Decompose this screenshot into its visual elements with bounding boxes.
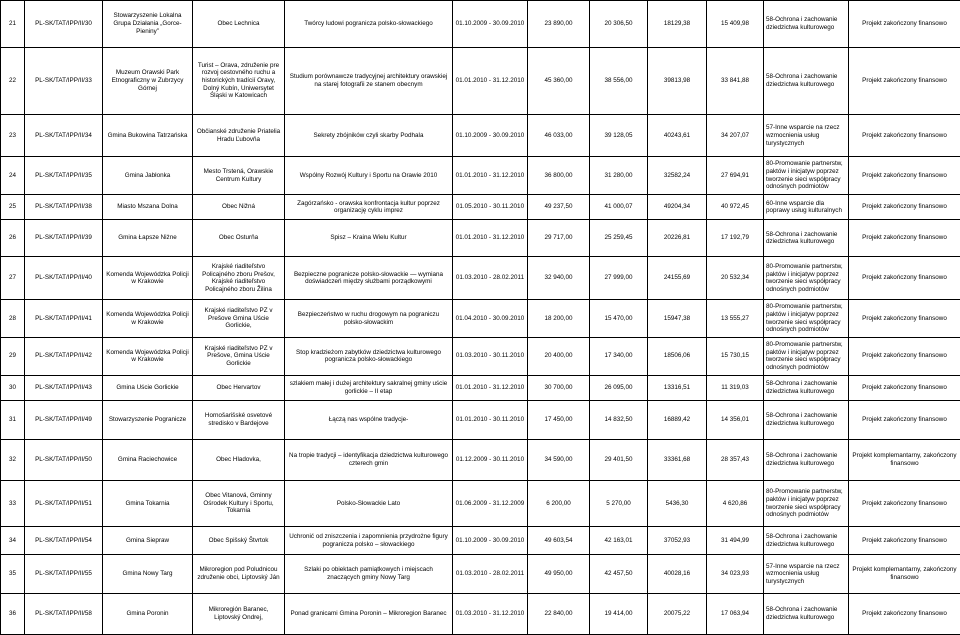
priority-category: 57-Inne wsparcie na rzecz wzmocnienia usług turystycznych xyxy=(764,115,849,157)
partner: Mikroregión Baranec, Liptovský Ondrej, xyxy=(193,593,285,634)
row-number: 25 xyxy=(1,194,25,219)
partner: Krajské riaditeľstvo PZ v Prešove, Gmina Uście Gorlickie xyxy=(193,337,285,375)
efrr-value: 29 401,50 xyxy=(590,439,648,480)
project-status: Projekt zakończony finansowo xyxy=(849,337,960,375)
efrr-value: 20 306,50 xyxy=(590,1,648,48)
project-title: Ponad granicami Gmina Poronin – Mikroregion Baranec xyxy=(285,593,453,634)
eur-value: 37052,93 xyxy=(648,527,707,555)
efrr-value: 26 095,00 xyxy=(590,375,648,400)
period: 01.03.2010 - 30.11.2010 xyxy=(453,337,528,375)
partner: Krajské riaditeľstvo Policajného zboru Prešov, Krajské riaditeľstvo Policajného zboru Žilina xyxy=(193,256,285,299)
efrr-value: 25 259,45 xyxy=(590,220,648,257)
priority-category: 80-Promowanie partnerstw, paktów i inicjatyw poprzez tworzenie sieci współpracy odnośnych podmiotów xyxy=(764,337,849,375)
project-status: Projekt zakończony finansowo xyxy=(849,593,960,634)
table-row xyxy=(1,194,960,219)
project-status: Projekt zakończony finansowo xyxy=(849,115,960,157)
row-number: 28 xyxy=(1,300,25,338)
total-value: 29 717,00 xyxy=(528,220,590,257)
lead-partner: Gmina Raciechowice xyxy=(103,439,193,480)
project-title: Zagórzańsko - orawska konfrontacja kultur poprzez organizację cyklu imprez xyxy=(285,194,453,219)
partner: Mikroregion pod Poludnicou združenie obci, Liptovský Ján xyxy=(193,555,285,594)
priority-category: 58-Ochrona i zachowanie dziedzictwa kulturowego xyxy=(764,593,849,634)
eur-value: 49204,34 xyxy=(648,194,707,219)
project-code: PL-SK/TAT/IPP/II/50 xyxy=(25,439,103,480)
paid-value: 28 357,43 xyxy=(707,439,764,480)
period: 01.10.2009 - 30.09.2010 xyxy=(453,527,528,555)
table-row xyxy=(1,157,960,195)
partner: Krajské riaditeľstvo PZ v Prešove Gmina Uście Gorlickie, xyxy=(193,300,285,338)
paid-value: 15 730,15 xyxy=(707,337,764,375)
project-title: szlakiem małej i dużej architektury sakralnej gminy uście gorlickie – II etap xyxy=(285,375,453,400)
period: 01.01.2010 - 31.12.2010 xyxy=(453,47,528,115)
project-code: PL-SK/TAT/IPP/II/30 xyxy=(25,1,103,48)
eur-value: 15947,38 xyxy=(648,300,707,338)
lead-partner: Gmina Bukowina Tatrzańska xyxy=(103,115,193,157)
table-row xyxy=(1,480,960,527)
partner: Obec Hervartov xyxy=(193,375,285,400)
table-row xyxy=(1,439,960,480)
efrr-value: 27 999,00 xyxy=(590,256,648,299)
period: 01.06.2009 - 31.12.2009 xyxy=(453,480,528,527)
total-value: 20 400,00 xyxy=(528,337,590,375)
period: 01.10.2009 - 30.09.2010 xyxy=(453,115,528,157)
row-number: 29 xyxy=(1,337,25,375)
partner: Obec Osturňa xyxy=(193,220,285,257)
paid-value: 11 319,03 xyxy=(707,375,764,400)
total-value: 22 840,00 xyxy=(528,593,590,634)
project-status: Projekt zakończony finansowo xyxy=(849,47,960,115)
period: 01.03.2010 - 31.12.2010 xyxy=(453,593,528,634)
row-number: 31 xyxy=(1,401,25,440)
total-value: 30 700,00 xyxy=(528,375,590,400)
period: 01.01.2010 - 31.12.2010 xyxy=(453,220,528,257)
period: 01.05.2010 - 30.11.2010 xyxy=(453,194,528,219)
lead-partner: Miasto Mszana Dolna xyxy=(103,194,193,219)
total-value: 32 940,00 xyxy=(528,256,590,299)
partner: Obec Hladovka, xyxy=(193,439,285,480)
project-title: Twórcy ludowi pogranicza polsko-słowackiego xyxy=(285,1,453,48)
project-title: Polsko-Słowackie Lato xyxy=(285,480,453,527)
efrr-value: 39 128,05 xyxy=(590,115,648,157)
paid-value: 34 207,07 xyxy=(707,115,764,157)
total-value: 49 950,00 xyxy=(528,555,590,594)
priority-category: 58-Ochrona i zachowanie dziedzictwa kulturowego xyxy=(764,375,849,400)
table-row xyxy=(1,555,960,594)
priority-category: 58-Ochrona i zachowanie dziedzictwa kulturowego xyxy=(764,47,849,115)
row-number: 27 xyxy=(1,256,25,299)
table-row xyxy=(1,375,960,400)
partner: Turist – Orava, združenie pre rozvoj cestovného ruchu a historických tradícií Oravy, Dolný Kubín, Uniwersytet Śląski w Katowicach xyxy=(193,47,285,115)
project-status: Projekt zakończony finansowo xyxy=(849,527,960,555)
lead-partner: Gmina Poronin xyxy=(103,593,193,634)
lead-partner: Stowarzyszenie Lokalna Grupa Działania „Gorce-Pieniny” xyxy=(103,1,193,48)
table-row xyxy=(1,527,960,555)
project-title: Na tropie tradycji – identyfikacja dziedzictwa kulturowego czterech gmin xyxy=(285,439,453,480)
period: 01.01.2010 - 31.12.2010 xyxy=(453,375,528,400)
eur-value: 20075,22 xyxy=(648,593,707,634)
priority-category: 58-Ochrona i zachowanie dziedzictwa kulturowego xyxy=(764,401,849,440)
lead-partner: Stowarzyszenie Pogranicze xyxy=(103,401,193,440)
eur-value: 18506,06 xyxy=(648,337,707,375)
partner: Obec Lechnica xyxy=(193,1,285,48)
project-title: Wspólny Rozwój Kultury i Sportu na Orawie 2010 xyxy=(285,157,453,195)
total-value: 18 200,00 xyxy=(528,300,590,338)
row-number: 23 xyxy=(1,115,25,157)
lead-partner: Gmina Uście Gorlickie xyxy=(103,375,193,400)
total-value: 49 603,54 xyxy=(528,527,590,555)
table-row xyxy=(1,256,960,299)
project-code: PL-SK/TAT/IPP/II/43 xyxy=(25,375,103,400)
row-number: 36 xyxy=(1,593,25,634)
priority-category: 80-Promowanie partnerstw, paktów i inicjatyw poprzez tworzenie sieci współpracy odnośnych podmiotów xyxy=(764,300,849,338)
paid-value: 13 555,27 xyxy=(707,300,764,338)
paid-value: 34 023,93 xyxy=(707,555,764,594)
total-value: 46 033,00 xyxy=(528,115,590,157)
lead-partner: Gmina Łapsze Niżne xyxy=(103,220,193,257)
table-row xyxy=(1,337,960,375)
project-status: Projekt zakończony finansowo xyxy=(849,480,960,527)
total-value: 23 890,00 xyxy=(528,1,590,48)
priority-category: 58-Ochrona i zachowanie dziedzictwa kulturowego xyxy=(764,1,849,48)
project-status: Projekt zakończony finansowo xyxy=(849,194,960,219)
partner: Obec Vitanová, Gminny Ośrodek Kultury i Sportu, Tokarnia xyxy=(193,480,285,527)
paid-value: 33 841,88 xyxy=(707,47,764,115)
lead-partner: Muzeum Orawski Park Etnograficzny w Zubrzycy Górnej xyxy=(103,47,193,115)
partner: Mesto Trstená, Orawskie Centrum Kultury xyxy=(193,157,285,195)
project-status: Projekt zakończony finansowo xyxy=(849,256,960,299)
project-code: PL-SK/TAT/IPP/II/51 xyxy=(25,480,103,527)
priority-category: 80-Promowanie partnerstw, paktów i inicjatyw poprzez tworzenie sieci współpracy odnośnych podmiotów xyxy=(764,256,849,299)
lead-partner: Gmina Jabłonka xyxy=(103,157,193,195)
eur-value: 5436,30 xyxy=(648,480,707,527)
priority-category: 58-Ochrona i zachowanie dziedzictwa kulturowego xyxy=(764,439,849,480)
project-status: Projekt zakończony finansowo xyxy=(849,300,960,338)
efrr-value: 19 414,00 xyxy=(590,593,648,634)
total-value: 6 200,00 xyxy=(528,480,590,527)
eur-value: 33361,68 xyxy=(648,439,707,480)
eur-value: 13316,51 xyxy=(648,375,707,400)
table-row xyxy=(1,593,960,634)
project-code: PL-SK/TAT/IPP/II/49 xyxy=(25,401,103,440)
paid-value: 31 494,99 xyxy=(707,527,764,555)
project-code: PL-SK/TAT/IPP/II/55 xyxy=(25,555,103,594)
project-title: Studium porównawcze tradycyjnej architektury orawskiej na starej fotografii ze stanem obecnym xyxy=(285,47,453,115)
paid-value: 15 409,98 xyxy=(707,1,764,48)
period: 01.04.2010 - 30.09.2010 xyxy=(453,300,528,338)
efrr-value: 42 163,01 xyxy=(590,527,648,555)
paid-value: 4 620,86 xyxy=(707,480,764,527)
efrr-value: 5 270,00 xyxy=(590,480,648,527)
total-value: 17 450,00 xyxy=(528,401,590,440)
lead-partner: Gmina Nowy Targ xyxy=(103,555,193,594)
eur-value: 39813,98 xyxy=(648,47,707,115)
priority-category: 80-Promowanie partnerstw, paktów i inicjatyw poprzez tworzenie sieci współpracy odnośnych podmiotów xyxy=(764,157,849,195)
project-status: Projekt zakończony finansowo xyxy=(849,220,960,257)
total-value: 34 590,00 xyxy=(528,439,590,480)
project-title: Bezpieczeństwo w ruchu drogowym na pograniczu polsko-słowackim xyxy=(285,300,453,338)
paid-value: 17 192,79 xyxy=(707,220,764,257)
project-code: PL-SK/TAT/IPP/II/35 xyxy=(25,157,103,195)
project-status: Projekt zakończony finansowo xyxy=(849,401,960,440)
project-code: PL-SK/TAT/IPP/II/41 xyxy=(25,300,103,338)
table-row xyxy=(1,115,960,157)
project-title: Uchronić od zniszczenia i zapomnienia przydrożne figury pogranicza polsko – słowackiego xyxy=(285,527,453,555)
row-number: 21 xyxy=(1,1,25,48)
project-code: PL-SK/TAT/IPP/II/33 xyxy=(25,47,103,115)
period: 01.12.2009 - 30.11.2010 xyxy=(453,439,528,480)
eur-value: 24155,69 xyxy=(648,256,707,299)
partner: Občianské združenie Priatelia Hradu Ľubovňa xyxy=(193,115,285,157)
total-value: 36 800,00 xyxy=(528,157,590,195)
project-status: Projekt komplemantarny, zakończony finansowo xyxy=(849,555,960,594)
project-status: Projekt zakończony finansowo xyxy=(849,157,960,195)
lead-partner: Komenda Wojewódzka Policji w Krakowie xyxy=(103,337,193,375)
paid-value: 20 532,34 xyxy=(707,256,764,299)
project-status: Projekt zakończony finansowo xyxy=(849,1,960,48)
priority-category: 58-Ochrona i zachowanie dziedzictwa kulturowego xyxy=(764,527,849,555)
efrr-value: 15 470,00 xyxy=(590,300,648,338)
eur-value: 40028,16 xyxy=(648,555,707,594)
project-code: PL-SK/TAT/IPP/II/38 xyxy=(25,194,103,219)
priority-category: 58-Ochrona i zachowanie dziedzictwa kulturowego xyxy=(764,220,849,257)
paid-value: 17 063,94 xyxy=(707,593,764,634)
eur-value: 32582,24 xyxy=(648,157,707,195)
project-status: Projekt zakończony finansowo xyxy=(849,375,960,400)
project-code: PL-SK/TAT/IPP/II/58 xyxy=(25,593,103,634)
paid-value: 14 356,01 xyxy=(707,401,764,440)
row-number: 24 xyxy=(1,157,25,195)
period: 01.03.2010 - 28.02.2011 xyxy=(453,256,528,299)
lead-partner: Gmina Tokarnia xyxy=(103,480,193,527)
project-title: Sekrety zbójników czyli skarby Podhala xyxy=(285,115,453,157)
priority-category: 80-Promowanie partnerstw, paktów i inicjatyw poprzez tworzenie sieci współpracy odnośnych podmiotów xyxy=(764,480,849,527)
total-value: 45 360,00 xyxy=(528,47,590,115)
project-code: PL-SK/TAT/IPP/II/39 xyxy=(25,220,103,257)
eur-value: 40243,61 xyxy=(648,115,707,157)
table-row xyxy=(1,220,960,257)
table-row xyxy=(1,47,960,115)
table-row xyxy=(1,1,960,48)
eur-value: 18129,38 xyxy=(648,1,707,48)
efrr-value: 38 556,00 xyxy=(590,47,648,115)
table-row xyxy=(1,300,960,338)
project-code: PL-SK/TAT/IPP/II/42 xyxy=(25,337,103,375)
efrr-value: 14 832,50 xyxy=(590,401,648,440)
period: 01.03.2010 - 28.02.2011 xyxy=(453,555,528,594)
row-number: 22 xyxy=(1,47,25,115)
project-code: PL-SK/TAT/IPP/II/40 xyxy=(25,256,103,299)
project-title: Stop kradzieżom zabytków dziedzictwa kulturowego pogranicza polsko-słowackiego xyxy=(285,337,453,375)
partner: Obec Spišský Štvrtok xyxy=(193,527,285,555)
row-number: 32 xyxy=(1,439,25,480)
lead-partner: Komenda Wojewódzka Policji w Krakowie xyxy=(103,300,193,338)
paid-value: 40 972,45 xyxy=(707,194,764,219)
eur-value: 20226,81 xyxy=(648,220,707,257)
row-number: 33 xyxy=(1,480,25,527)
period: 01.01.2010 - 31.12.2010 xyxy=(453,157,528,195)
period: 01.10.2009 - 30.09.2010 xyxy=(453,1,528,48)
project-title: Łączą nas wspólne tradycje- xyxy=(285,401,453,440)
paid-value: 27 694,91 xyxy=(707,157,764,195)
row-number: 35 xyxy=(1,555,25,594)
total-value: 49 237,50 xyxy=(528,194,590,219)
priority-category: 57-Inne wsparcie na rzecz wzmocnienia usług turystycznych xyxy=(764,555,849,594)
project-code: PL-SK/TAT/IPP/II/34 xyxy=(25,115,103,157)
period: 01.01.2010 - 30.11.2010 xyxy=(453,401,528,440)
lead-partner: Gmina Sieprаw xyxy=(103,527,193,555)
project-code: PL-SK/TAT/IPP/II/54 xyxy=(25,527,103,555)
priority-category: 60-Inne wsparcie dla poprawy usług kulturalnych xyxy=(764,194,849,219)
efrr-value: 42 457,50 xyxy=(590,555,648,594)
project-status: Projekt komplemantarny, zakończony finansowo xyxy=(849,439,960,480)
lead-partner: Komenda Wojewódzka Policji w Krakowie xyxy=(103,256,193,299)
partner: Obec Nižná xyxy=(193,194,285,219)
row-number: 34 xyxy=(1,527,25,555)
table-row xyxy=(1,401,960,440)
efrr-value: 41 000,07 xyxy=(590,194,648,219)
project-title: Spisz – Kraina Wielu Kultur xyxy=(285,220,453,257)
row-number: 26 xyxy=(1,220,25,257)
project-title: Bezpieczne pogranicze polsko-słowackie — wymiana doświadczeń między służbami porządkowymi xyxy=(285,256,453,299)
project-title: Szlaki po obiektach pamiątkowych i miejscach znaczących gminy Nowy Targ xyxy=(285,555,453,594)
efrr-value: 31 280,00 xyxy=(590,157,648,195)
partner: Hornošarišské osvetové stredisko v Bardejove xyxy=(193,401,285,440)
eur-value: 16889,42 xyxy=(648,401,707,440)
row-number: 30 xyxy=(1,375,25,400)
efrr-value: 17 340,00 xyxy=(590,337,648,375)
